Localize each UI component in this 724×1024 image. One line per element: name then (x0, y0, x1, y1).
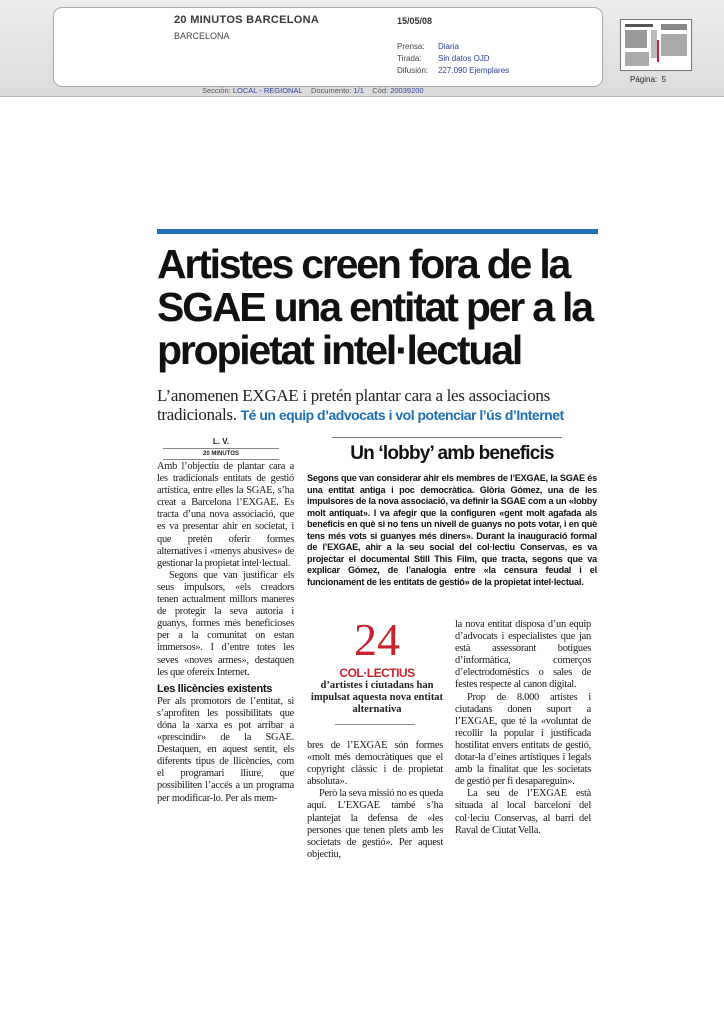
col1-paragraph-2: Segons que van justificar els seus impulsors, «els creadors tenen actualment millors maneres de protegir la seva autoria i guanys, formes més beneficioses per a la comunitat on estan immersos». I d’entre totes les seves «noves armes», destaquen les que ofereix Internet. (157, 569, 294, 678)
publication-info-card (53, 7, 603, 87)
tirada-row (397, 54, 490, 63)
subhead-text: L’anomenen EXGAE i pretén plantar cara a les associacions tradicionals. (157, 386, 550, 424)
byline-org: 20 MINUTOS (163, 448, 279, 460)
publication-date: 15/05/08 (397, 16, 433, 26)
column-3 (455, 619, 591, 837)
cod-label: Cód: (372, 86, 389, 95)
difusion-label: Difusión: (397, 66, 429, 75)
documento-label: Documento: (310, 86, 352, 95)
prensa-value: Diaria (438, 42, 459, 51)
box-title: Un ‘lobby’ amb beneficis (350, 443, 554, 464)
col3-paragraph-2: Prop de 8.000 artistes i ciutadans donen suport a l’EXGAE, que té la «voluntat de recollir la popular i justificada hostilitat envers entitats de gestió, dotar-la d’eines artístiques i legals amb la finalitat que les societats de gestió per fi desapareguin». (455, 691, 591, 788)
seccion-value[interactable]: LOCAL - REGIONAL (232, 86, 303, 95)
box-top-rule (332, 437, 562, 438)
byline (157, 437, 285, 460)
section-document-row (202, 86, 424, 95)
tirada-label: Tirada: (397, 54, 422, 63)
col3-paragraph-1: la nova entitat disposa d’un equip d’advocats i especialistes que jan està assessorant botigues d’informàtica, comerços d’electrodomèstics o sales de festes respecte al canon digital. (455, 619, 591, 691)
documento-value[interactable]: 1/1 (353, 86, 364, 95)
article-top-rule (157, 229, 598, 234)
stat-description: d’artistes i ciutadans han impulsat aquesta nova entitat alternativa (310, 680, 444, 715)
subhead-highlight: Té un equip d’advocats i vol potenciar l’ús d’Internet (240, 407, 564, 423)
clipping-header-bar (0, 0, 724, 97)
prensa-row (397, 42, 459, 51)
col3-paragraph-3: La seu de l’EXGAE està situada al local barceloní del col·leciu Conservas, al barri del Raval de Ciutat Vella. (455, 788, 591, 836)
newspaper-article (157, 229, 598, 869)
difusion-row (397, 66, 509, 75)
col1-paragraph-3: Per als promotors de l’entitat, si s’aprofiten les possibilitats que dóna la xarxa es pot arribar a «prescindir» de la SGAE. Destaquen, en aquest sentit, els diferents tipus de llicències, com el programari lliure, que possibiliten l’accés a un programa per modificar-lo. Per als mem- (157, 695, 294, 804)
column-1 (157, 461, 294, 805)
col1-paragraph-1: Amb l’objectiu de plantar cara a les tradicionals entitats de gestió artística, entre elles la SGAE, s’ha creat a Barcelona l’EXGAE. Es tracta d’una nova associació, que es va presentar ahir en societat, i que pretèn oferir formes alternatives i «menys abusives» de gestionar la propietat intel·lectual. (157, 461, 294, 569)
box-text: Segons que van considerar ahir els membres de l’EXGAE, la SGAE és una entitat antiga i poc democràtica. Glòria Gómez, una de les impulsores de la nova associació, va definir la SGAE com a un «lobby molt antiquat». I va afegir que la configuren «gent molt agafada als beneficis en què si no tens un nivell de guanys no pots votar, i en què tens més vots si guanyes més diners». Durant la inauguració formal de l’EXGAE, ahir a la seu social del col·lectiu Conservas, es va projectar el documental Still This Film, que tracta, segons que va explicar Gómez, de l’analogia entre «la censura feudal i el funcionament de les entitats de gestió» de la propietat intel·lectual. (307, 473, 597, 587)
col2-paragraph-1: bres de l’EXGAE són formes «molt més democràtiques que el copyright clàssic i de propietat absoluta». (307, 740, 443, 788)
page-number (630, 75, 666, 84)
col1-subheading: Les llicències existents (157, 682, 273, 695)
article-headline: Artistes creen fora de la SGAE una entitat per a la propietat intel·lectual (157, 241, 592, 373)
page-thumbnail[interactable] (620, 19, 692, 71)
stat-label: COL·LECTIUS (339, 666, 415, 680)
publication-name: 20 MINUTOS BARCELONA (174, 14, 320, 26)
publication-city: BARCELONA (174, 31, 230, 41)
seccion-label: Sección: (202, 86, 231, 95)
page-label: Página: (630, 75, 658, 84)
prensa-label: Prensa: (397, 42, 425, 51)
stat-rule (335, 724, 415, 725)
byline-author: L. V. (212, 437, 230, 446)
page-value: 5 (661, 75, 667, 84)
article-subhead (157, 386, 598, 425)
cod-value[interactable]: 20039200 (390, 86, 424, 95)
column-2 (307, 740, 443, 861)
tirada-value: Sin datos OJD (438, 54, 490, 63)
col2-paragraph-2: Però la seva missió no es queda aquí. L’EXGAE també s’ha plantejat la defensa de «les persones que tenen plets amb les societats de gestió». Per aquest objectiu, (307, 788, 443, 860)
difusion-value: 227.090 Ejemplares (438, 66, 510, 75)
stat-number: 24 (354, 614, 400, 665)
